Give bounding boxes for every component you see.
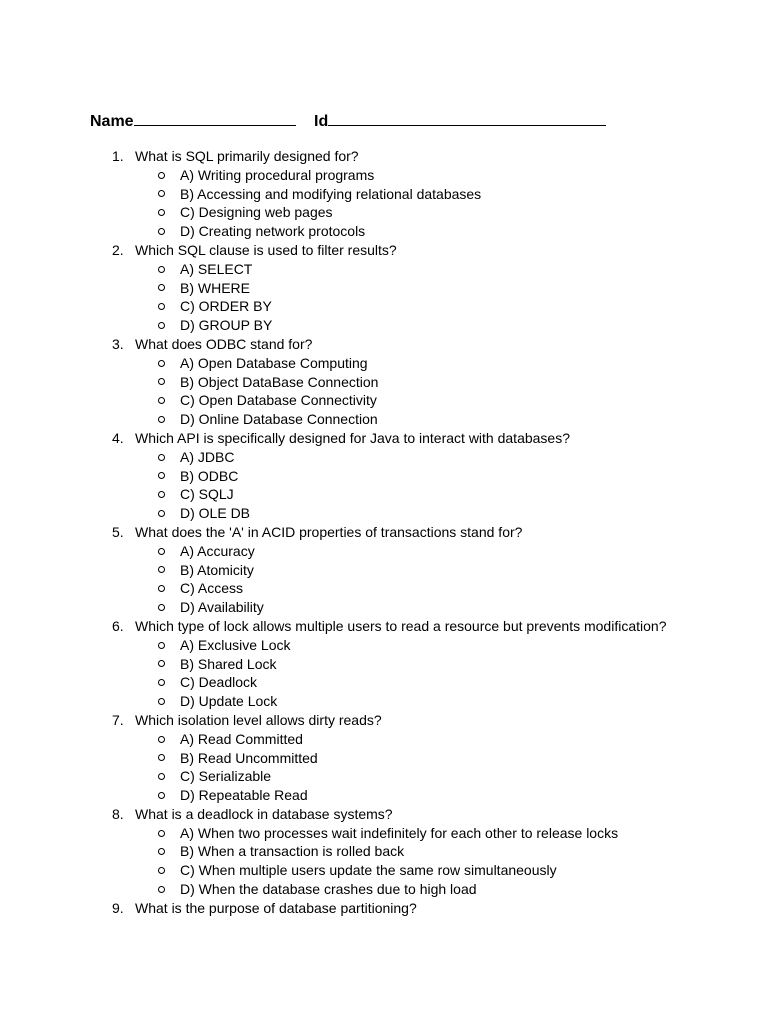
question-row <box>112 241 666 260</box>
question-number: 6. <box>112 617 124 634</box>
answer-option <box>158 861 666 880</box>
question-1 <box>112 147 666 241</box>
answer-option <box>158 824 666 843</box>
hollow-circle-bullet-icon <box>158 203 180 222</box>
answer-option <box>158 673 666 692</box>
hollow-circle-bullet-icon <box>158 279 180 298</box>
answer-option-text: C) When multiple users update the same row simultaneously <box>180 862 557 879</box>
answer-option <box>158 260 666 279</box>
answer-option <box>158 279 666 298</box>
hollow-circle-bullet-icon <box>158 222 180 241</box>
hollow-circle-bullet-icon <box>158 692 180 711</box>
hollow-circle-bullet-icon <box>158 880 180 899</box>
answer-option <box>158 786 666 805</box>
hollow-circle-bullet-icon <box>158 354 180 373</box>
hollow-circle-bullet-icon <box>158 391 180 410</box>
hollow-circle-bullet-icon <box>158 598 180 617</box>
hollow-circle-bullet-icon <box>158 260 180 279</box>
question-text: Which isolation level allows dirty reads? <box>135 711 382 728</box>
option-list <box>112 824 666 899</box>
hollow-circle-bullet-icon <box>158 373 180 392</box>
hollow-circle-bullet-icon <box>158 749 180 768</box>
question-text: Which type of lock allows multiple users to read a resource but prevents modification? <box>135 617 667 634</box>
answer-option-text: A) Exclusive Lock <box>180 636 291 653</box>
hollow-circle-bullet-icon <box>158 655 180 674</box>
hollow-circle-bullet-icon <box>158 579 180 598</box>
question-3 <box>112 335 666 429</box>
answer-option-text: A) JDBC <box>180 448 235 465</box>
answer-option-text: B) When a transaction is rolled back <box>180 843 405 860</box>
answer-option <box>158 467 666 486</box>
answer-option-text: C) SQLJ <box>180 486 234 503</box>
question-row <box>112 711 666 730</box>
question-5 <box>112 523 666 617</box>
option-list <box>112 730 666 805</box>
question-text: What is SQL primarily designed for? <box>135 148 359 164</box>
answer-option <box>158 373 666 392</box>
question-9 <box>112 899 666 918</box>
question-6 <box>112 617 666 711</box>
answer-option-text: C) Serializable <box>180 768 272 785</box>
answer-option <box>158 636 666 655</box>
answer-option-text: B) Read Uncommitted <box>180 749 318 766</box>
answer-option-text: D) GROUP BY <box>180 317 273 334</box>
option-list <box>112 448 666 523</box>
question-row <box>112 617 666 636</box>
question-number: 7. <box>112 711 124 728</box>
hollow-circle-bullet-icon <box>158 297 180 316</box>
question-number: 9. <box>112 899 124 916</box>
hollow-circle-bullet-icon <box>158 485 180 504</box>
answer-option <box>158 692 666 711</box>
answer-option-text: D) Update Lock <box>180 693 278 710</box>
hollow-circle-bullet-icon <box>158 448 180 467</box>
option-list <box>112 542 666 617</box>
answer-option-text: C) Deadlock <box>180 674 258 691</box>
hollow-circle-bullet-icon <box>158 410 180 429</box>
question-row <box>112 335 666 354</box>
answer-option <box>158 579 666 598</box>
answer-option <box>158 767 666 786</box>
question-number: 5. <box>112 523 124 540</box>
hollow-circle-bullet-icon <box>158 861 180 880</box>
answer-option <box>158 203 666 222</box>
question-4 <box>112 429 666 523</box>
answer-option <box>158 485 666 504</box>
hollow-circle-bullet-icon <box>158 316 180 335</box>
answer-option <box>158 561 666 580</box>
question-row <box>112 429 666 448</box>
answer-option-text: C) Open Database Connectivity <box>180 392 377 409</box>
hollow-circle-bullet-icon <box>158 767 180 786</box>
hollow-circle-bullet-icon <box>158 467 180 486</box>
answer-option-text: B) ODBC <box>180 467 239 484</box>
question-text: What does the 'A' in ACID properties of transactions stand for? <box>135 523 523 540</box>
hollow-circle-bullet-icon <box>158 185 180 204</box>
answer-option <box>158 166 666 185</box>
hollow-circle-bullet-icon <box>158 824 180 843</box>
question-number: 8. <box>112 805 124 822</box>
question-row <box>112 147 666 166</box>
question-text: Which SQL clause is used to filter results? <box>135 241 397 258</box>
id-blank-line <box>328 110 606 126</box>
answer-option-text: B) Accessing and modifying relational databases <box>180 185 482 202</box>
question-number: 3. <box>112 335 124 352</box>
answer-option <box>158 354 666 373</box>
answer-option-text: C) Designing web pages <box>180 204 333 221</box>
hollow-circle-bullet-icon <box>158 786 180 805</box>
hollow-circle-bullet-icon <box>158 730 180 749</box>
option-list <box>112 260 666 335</box>
answer-option <box>158 316 666 335</box>
answer-option-text: D) Online Database Connection <box>180 411 378 428</box>
answer-option <box>158 730 666 749</box>
question-number: 1. <box>112 148 124 164</box>
answer-option <box>158 410 666 429</box>
answer-option-text: D) Repeatable Read <box>180 787 308 804</box>
question-list <box>112 147 666 918</box>
question-row <box>112 523 666 542</box>
answer-option-text: D) OLE DB <box>180 505 251 522</box>
question-text: What is the purpose of database partitioning? <box>135 899 417 916</box>
answer-option-text: A) Writing procedural programs <box>180 166 375 183</box>
hollow-circle-bullet-icon <box>158 842 180 861</box>
answer-option-text: A) SELECT <box>180 260 253 277</box>
answer-option-text: B) Shared Lock <box>180 655 277 672</box>
question-text: What does ODBC stand for? <box>135 335 313 352</box>
name-id-header <box>90 110 606 132</box>
answer-option <box>158 542 666 561</box>
answer-option <box>158 880 666 899</box>
hollow-circle-bullet-icon <box>158 636 180 655</box>
hollow-circle-bullet-icon <box>158 542 180 561</box>
question-text: What is a deadlock in database systems? <box>135 805 393 822</box>
question-row <box>112 899 666 918</box>
name-blank-line <box>134 110 296 126</box>
answer-option-text: D) When the database crashes due to high load <box>180 881 477 898</box>
answer-option-text: D) Availability <box>180 599 264 616</box>
answer-option-text: C) Access <box>180 580 244 597</box>
question-row <box>112 805 666 824</box>
question-8 <box>112 805 666 899</box>
answer-option <box>158 448 666 467</box>
answer-option-text: A) Accuracy <box>180 542 255 559</box>
answer-option <box>158 504 666 523</box>
answer-option <box>158 297 666 316</box>
id-label: Id <box>314 113 329 130</box>
answer-option-text: B) WHERE <box>180 279 250 296</box>
question-number: 2. <box>112 241 124 258</box>
question-7 <box>112 711 666 805</box>
answer-option <box>158 222 666 241</box>
answer-option <box>158 185 666 204</box>
question-2 <box>112 241 666 335</box>
hollow-circle-bullet-icon <box>158 673 180 692</box>
answer-option <box>158 655 666 674</box>
answer-option <box>158 598 666 617</box>
option-list <box>112 636 666 711</box>
hollow-circle-bullet-icon <box>158 561 180 580</box>
answer-option-text: C) ORDER BY <box>180 298 272 315</box>
answer-option <box>158 391 666 410</box>
answer-option-text: B) Object DataBase Connection <box>180 373 379 390</box>
question-text: Which API is specifically designed for Java to interact with databases? <box>135 429 570 446</box>
name-label: Name <box>90 113 134 130</box>
option-list <box>112 354 666 429</box>
answer-option <box>158 842 666 861</box>
hollow-circle-bullet-icon <box>158 166 180 185</box>
answer-option-text: D) Creating network protocols <box>180 223 366 240</box>
answer-option-text: A) Read Committed <box>180 730 303 747</box>
question-number: 4. <box>112 429 124 446</box>
answer-option-text: A) Open Database Computing <box>180 354 368 371</box>
answer-option <box>158 749 666 768</box>
answer-option-text: A) When two processes wait indefinitely for each other to release locks <box>180 824 619 841</box>
answer-option-text: B) Atomicity <box>180 561 254 578</box>
option-list <box>112 166 666 241</box>
hollow-circle-bullet-icon <box>158 504 180 523</box>
